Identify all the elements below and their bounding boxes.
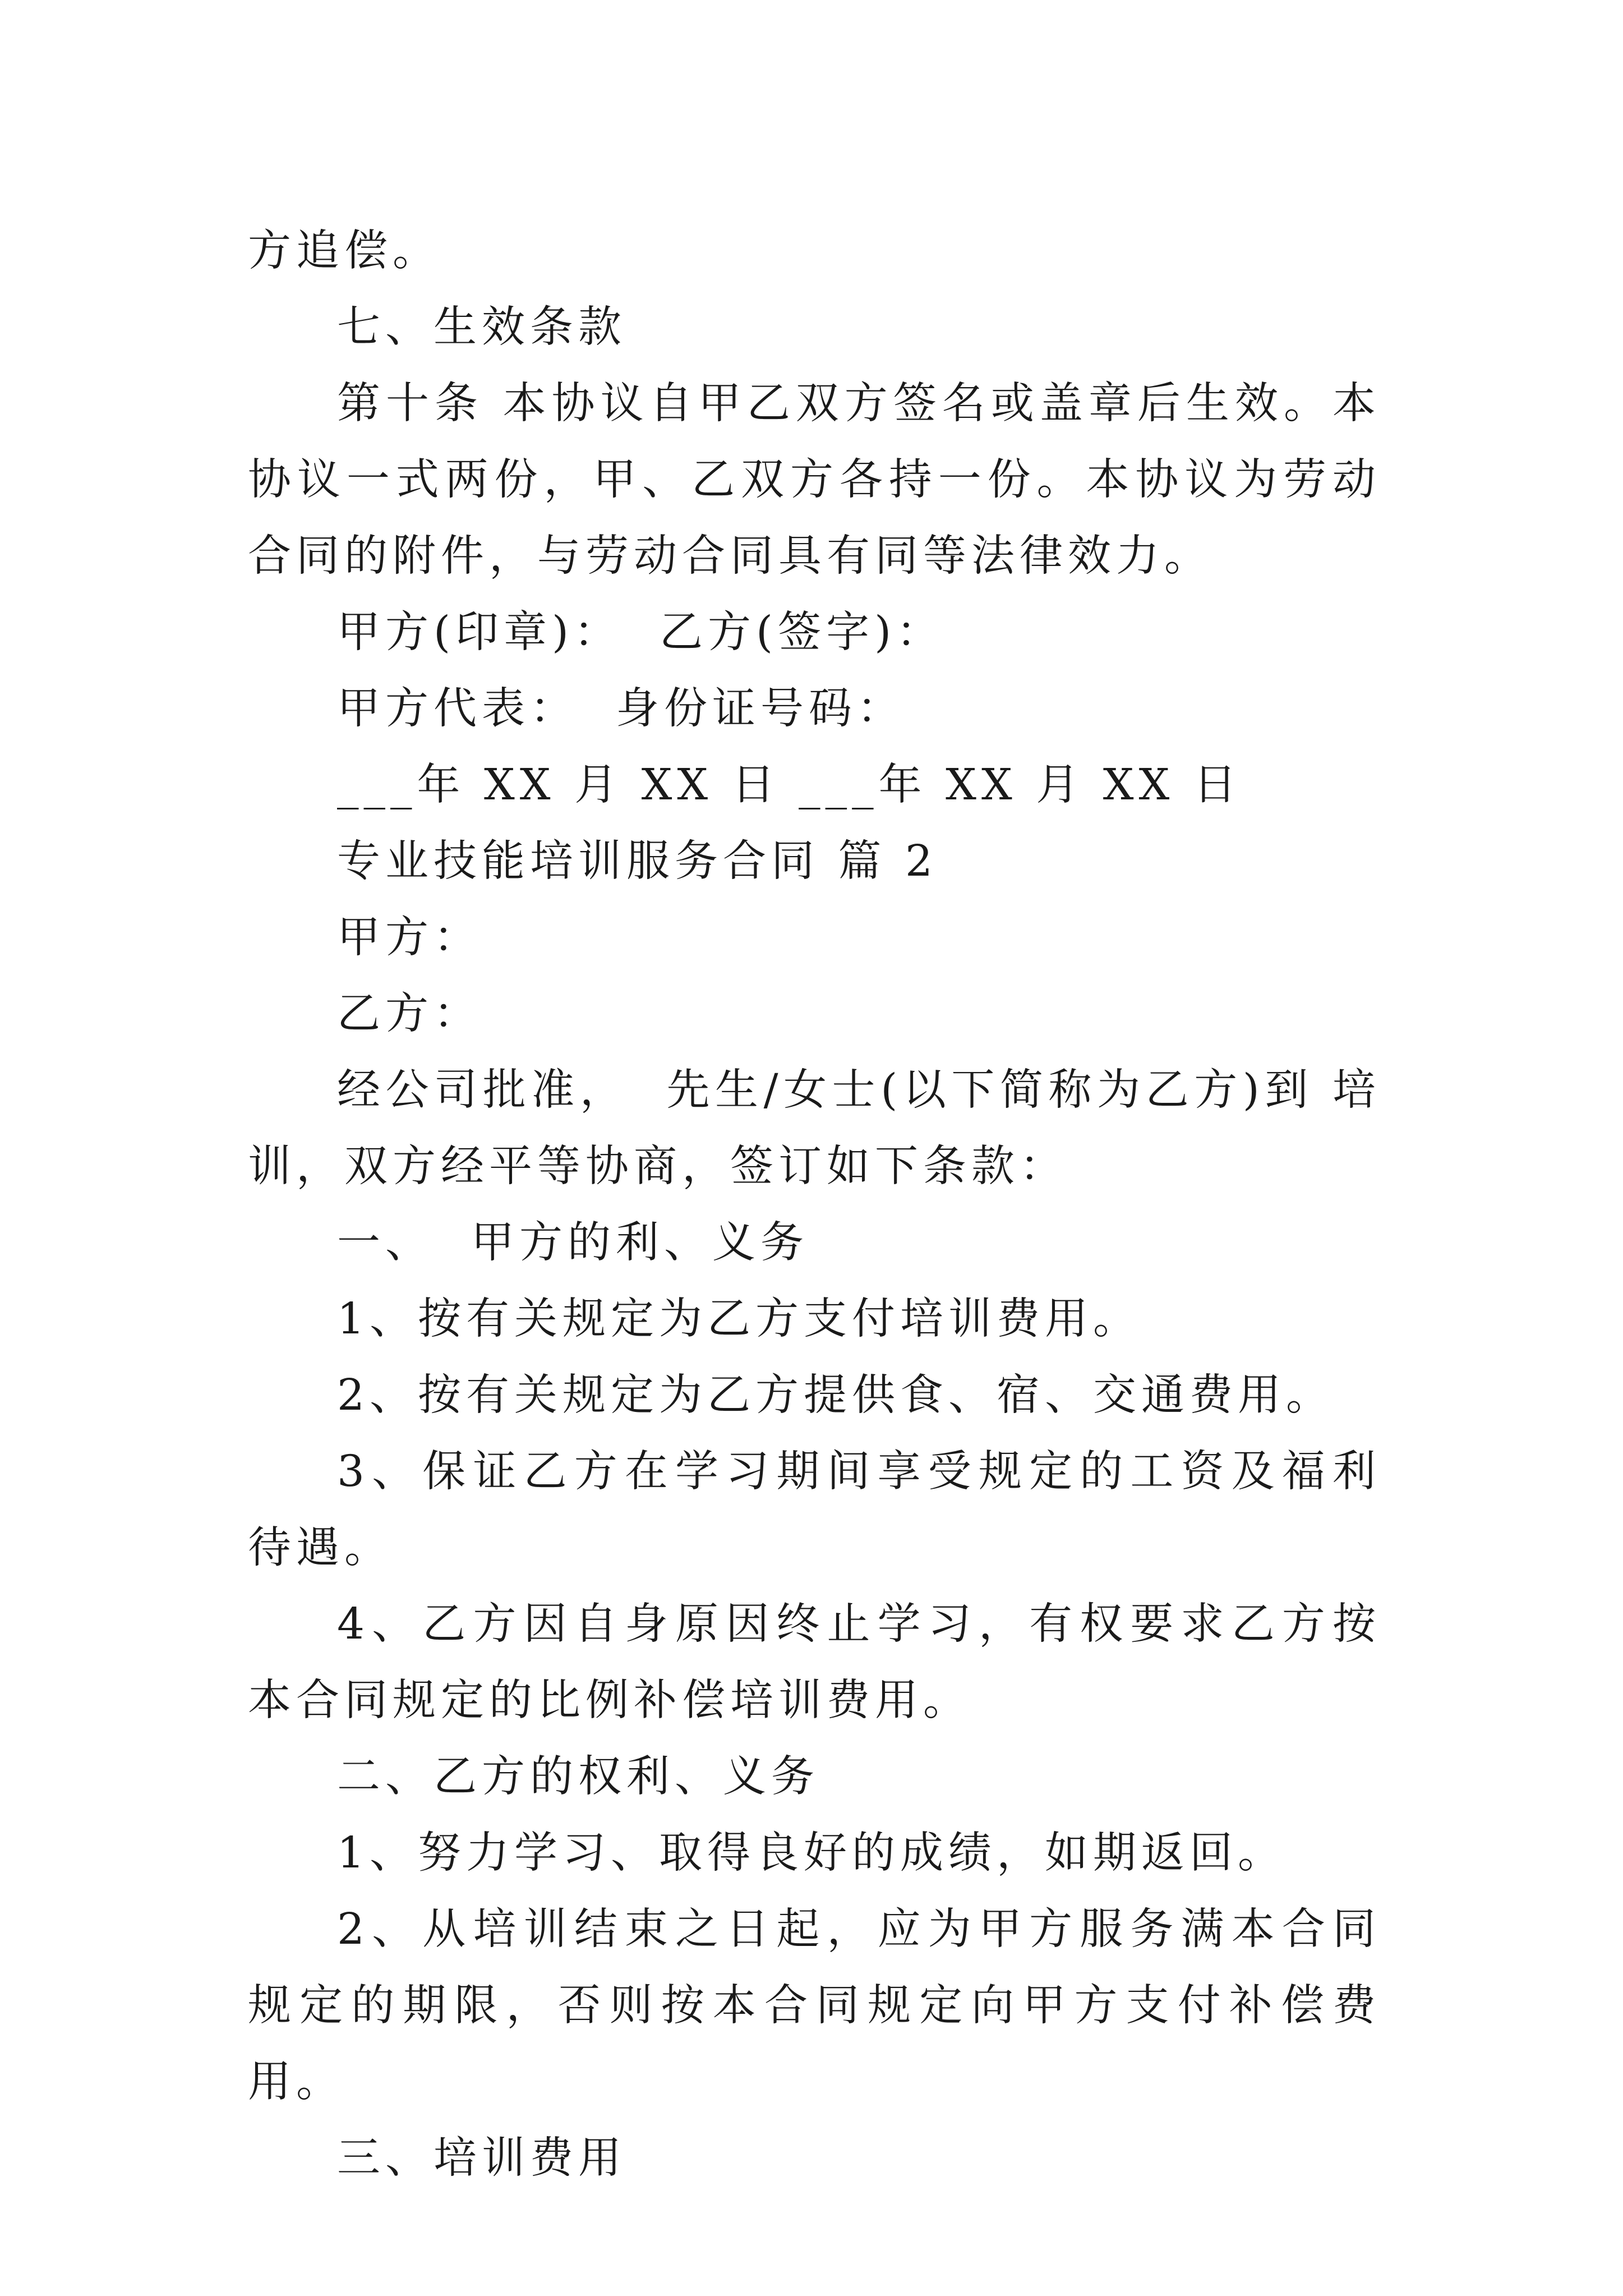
date-line: ___年 XX 月 XX 日 ___年 XX 月 XX 日 <box>337 760 1242 810</box>
article-ten-paragraph: 第十条 本协议自甲乙双方签名或盖章后生效。本协议一式两份，甲、乙双方各持一份。本协议为劳动合同的附件，与劳动合同具有同等法律效力。 <box>248 379 1381 581</box>
section-heading-party-b-rights: 二、乙方的权利、义务 <box>337 1752 819 1802</box>
party-a-item-1: 1、按有关规定为乙方支付培训费用。 <box>337 1294 1141 1344</box>
section-heading-effective-terms: 七、生效条款 <box>337 302 626 352</box>
party-a-item-3: 3、保证乙方在学习期间享受规定的工资及福利待遇。 <box>248 1447 1381 1573</box>
document-body <box>248 213 1381 2197</box>
party-a-item-4: 4、乙方因自身原因终止学习，有权要求乙方按本合同规定的比例补偿培训费用。 <box>248 1599 1381 1726</box>
section-heading-party-a-rights: 一、 甲方的利、义务 <box>337 1218 809 1268</box>
party-a-item-2: 2、按有关规定为乙方提供食、宿、交通费用。 <box>337 1370 1334 1420</box>
paragraph-recourse-end: 方追偿。 <box>248 226 441 276</box>
signature-line-parties: 甲方(印章)： 乙方(签字)： <box>337 608 945 657</box>
signature-line-representative: 甲方代表： 身份证号码： <box>337 684 905 734</box>
contract-title-part-2: 专业技能培训服务合同 篇 2 <box>337 836 938 886</box>
intro-paragraph: 经公司批准， 先生/女士(以下简称为乙方)到 培训，双方经平等协商，签订如下条款： <box>248 1065 1381 1191</box>
section-heading-training-fees: 三、培训费用 <box>337 2133 626 2183</box>
party-b-item-2: 2、从培训结束之日起，应为甲方服务满本合同规定的期限，否则按本合同规定向甲方支付补偿费用。 <box>248 1904 1381 2107</box>
party-a-line: 甲方： <box>337 913 482 963</box>
party-b-item-1: 1、努力学习、取得良好的成绩，如期返回。 <box>337 1828 1286 1878</box>
party-b-line: 乙方： <box>337 989 482 1039</box>
